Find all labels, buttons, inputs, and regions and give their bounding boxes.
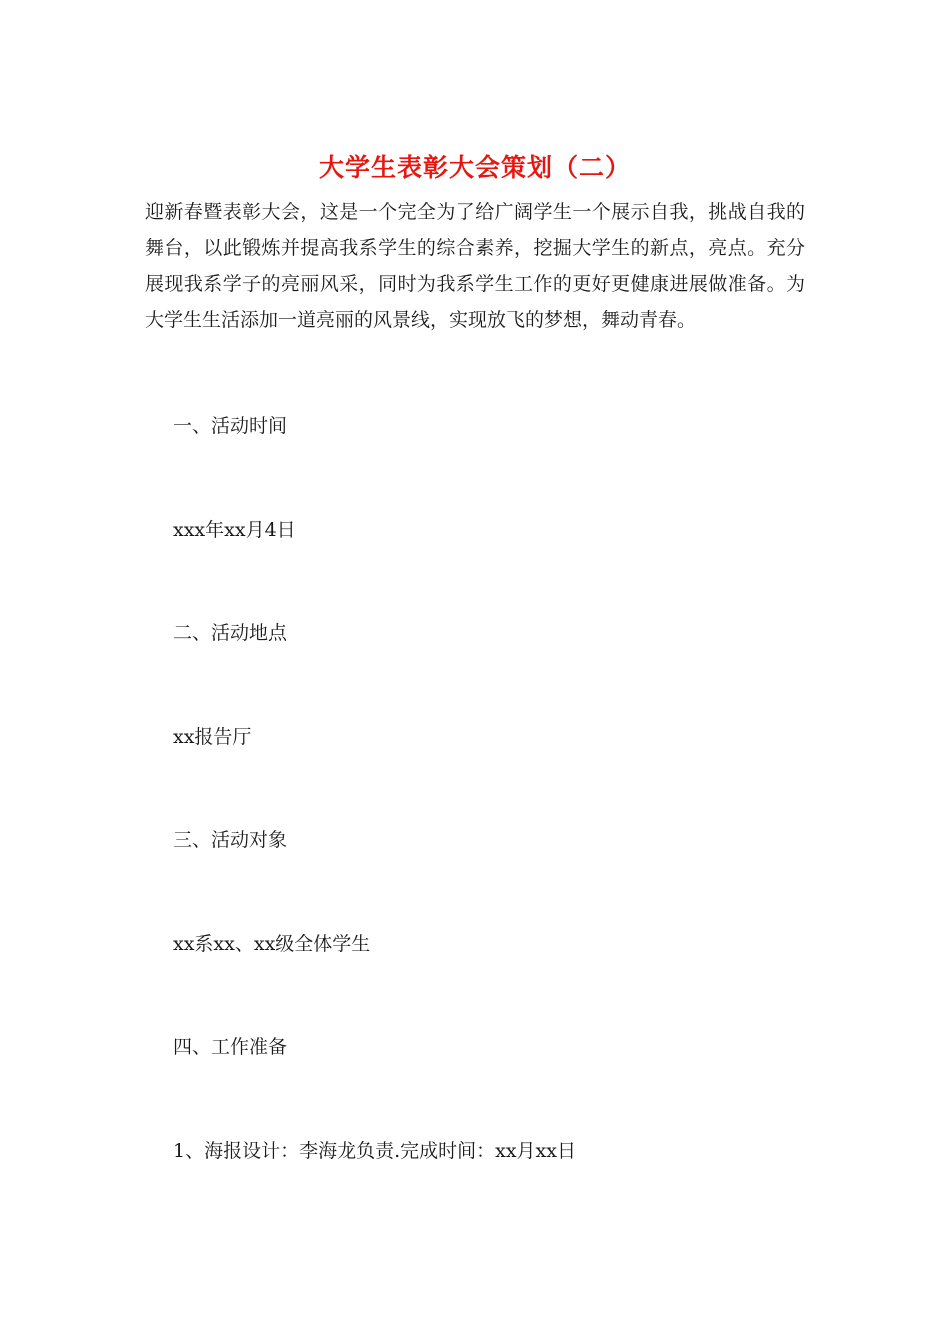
section-time-value: xxx年xx月4日 bbox=[173, 519, 296, 541]
section-place-value: xx报告厅 bbox=[173, 726, 252, 748]
section-prep-heading: 四、工作准备 bbox=[173, 1036, 288, 1058]
section-target-heading: 三、活动对象 bbox=[173, 829, 288, 851]
section-time-heading: 一、活动时间 bbox=[173, 415, 288, 437]
document-title: 大学生表彰大会策划（二） bbox=[318, 153, 631, 182]
section-place-heading: 二、活动地点 bbox=[173, 622, 288, 644]
prep-item-1: 1、海报设计：李海龙负责.完成时间：xx月xx日 bbox=[173, 1140, 576, 1162]
intro-paragraph: 迎新春暨表彰大会，这是一个完全为了给广阔学生一个展示自我，挑战自我的舞台，以此锻炼并提高我系学生的综合素养，挖掘大学生的新点，亮点。充分展现我系学子的亮丽风采，同时为我系学生工作的更好更健康进展做准备。为大学生生活添加一道亮丽的风景线，实现放飞的梦想，舞动青春。 bbox=[145, 201, 805, 331]
section-target-value: xx系xx、xx级全体学生 bbox=[173, 933, 371, 955]
